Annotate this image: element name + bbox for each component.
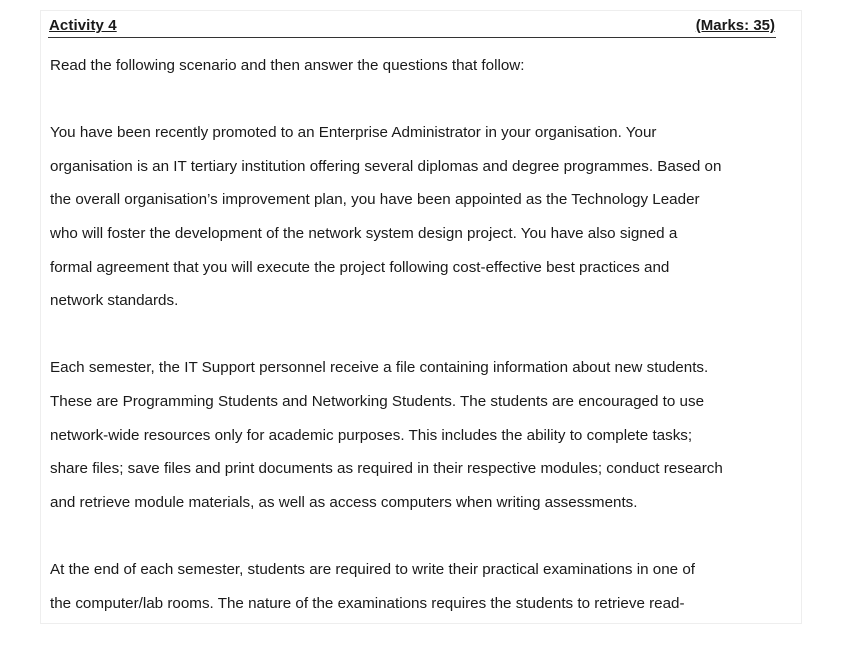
text-line: who will foster the development of the network system design project. You have also signed a	[50, 224, 678, 242]
text-line: You have been recently promoted to an Enterprise Administrator in your organisation. Your	[50, 124, 657, 142]
text-line: network standards.	[50, 292, 179, 310]
text-line: the computer/lab rooms. The nature of the examinations requires the students to retrieve read-	[50, 594, 685, 612]
text-line: network-wide resources only for academic purposes. This includes the ability to complete tasks;	[50, 426, 693, 444]
paragraph-2	[50, 351, 810, 519]
paragraph-3	[50, 553, 810, 620]
text-line: At the end of each semester, students are required to write their practical examinations in one of	[50, 560, 695, 578]
text-line: formal agreement that you will execute the project following cost-effective best practices and	[50, 258, 670, 276]
paragraph-1	[50, 116, 810, 318]
intro-line: Read the following scenario and then answer the questions that follow:	[50, 57, 525, 74]
text-line: share files; save files and print documents as required in their respective modules; conduct research	[50, 460, 723, 478]
text-line: and retrieve module materials, as well as access computers when writing assessments.	[50, 493, 638, 511]
text-line: These are Programming Students and Networking Students. The students are encouraged to use	[50, 392, 705, 410]
marks-label: (Marks: 35)	[695, 17, 775, 34]
scenario-text	[50, 49, 810, 620]
text-line: the overall organisation’s improvement plan, you have been appointed as the Technology Leader	[50, 191, 700, 209]
text-line: Each semester, the IT Support personnel receive a file containing information about new students.	[50, 359, 709, 377]
text-line: organisation is an IT tertiary institution offering several diplomas and degree programmes. Based on	[50, 157, 722, 175]
paragraph-gap	[50, 519, 810, 553]
paragraph-gap	[50, 318, 810, 352]
activity-header	[48, 15, 776, 38]
activity-title: Activity 4	[49, 17, 117, 34]
paragraph-gap	[50, 83, 810, 117]
